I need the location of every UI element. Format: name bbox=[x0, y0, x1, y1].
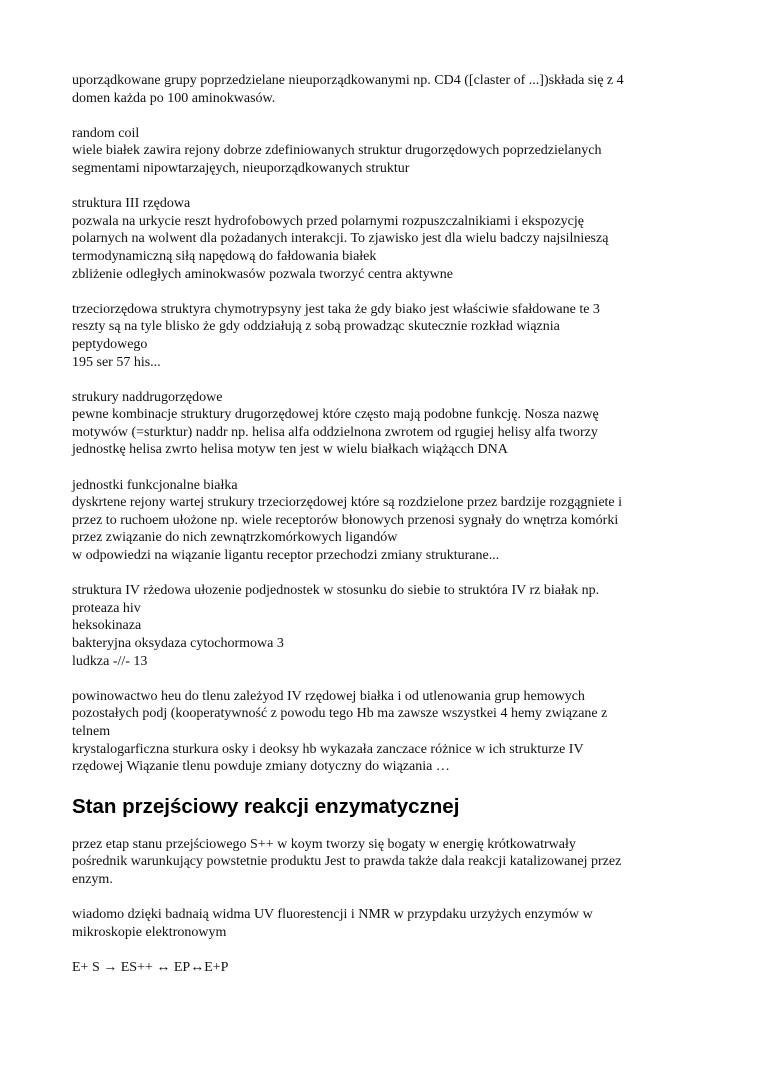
paragraph bbox=[72, 906, 692, 941]
text-line: pewne kombinacje struktury drugorzędowej które często mają podobne funkcję. Nosza nazwę bbox=[72, 407, 599, 423]
section-heading: Stan przejściowy reakcji enzymatycznej bbox=[72, 794, 460, 818]
text-line: segmentami nipowtarzajęych, nieuporządkowanych struktur bbox=[72, 160, 410, 176]
text-line: 195 ser 57 his... bbox=[72, 354, 161, 370]
text-line: zbliżenie odległych aminokwasów pozwala tworzyć centra aktywne bbox=[72, 266, 453, 282]
text-line: powinowactwo heu do tlenu zależyod IV rzędowej białka i od utlenowania grup hemowych bbox=[72, 688, 585, 704]
section-before-heading bbox=[72, 72, 692, 776]
text-line: jednostki funkcjonalne białka bbox=[72, 477, 238, 493]
text-line: E+ S → ES++ ↔ EP↔E+P bbox=[72, 959, 229, 975]
text-line: domen każda po 100 aminokwasów. bbox=[72, 90, 276, 106]
text-line: wiele białek zawira rejony dobrze zdefiniowanych struktur drugorzędowych poprzedzielanych bbox=[72, 143, 602, 159]
text-line: struktura III rzędowa bbox=[72, 196, 191, 212]
text-line: rzędowej Wiązanie tlenu powduje zmiany dotyczny do wiązania … bbox=[72, 759, 450, 775]
text-line: w odpowiedzi na wiązanie ligantu receptor przechodzi zmiany strukturane... bbox=[72, 548, 500, 564]
text-line: motywów (=sturktur) naddr np. helisa alfa oddzielnona zwrotem od rgugiej helisy alfa tworzy bbox=[72, 424, 598, 440]
paragraph bbox=[72, 688, 692, 776]
text-line: pośrednik warunkujący powstetnie produktu Jest to prawda także dala reakcji katalizowanej przez bbox=[72, 854, 622, 870]
text-line: heksokinaza bbox=[72, 618, 142, 634]
text-line: mikroskopie elektronowym bbox=[72, 924, 227, 940]
text-line: uporządkowane grupy poprzedzielane nieuporządkowanymi np. CD4 ([claster of ...])składa się z 4 bbox=[72, 73, 624, 88]
text-line: telnem bbox=[72, 723, 111, 739]
paragraph bbox=[72, 195, 692, 283]
text-line: polarnych na wolwent dla pożadanych interakcji. To zjawisko jest dla wielu badczy najsilnieszą bbox=[72, 231, 609, 247]
text-line: random coil bbox=[72, 125, 140, 141]
paragraph bbox=[72, 836, 692, 889]
text-line: enzym. bbox=[72, 871, 113, 887]
text-line: trzeciorzędowa struktyra chymotrypsyny jest taka że gdy biako jest właściwie sfałdowane te 3 bbox=[72, 301, 600, 317]
text-line: wiadomo dzięki badnaią widma UV fluorestencji i NMR w przypdaku urzyżych enzymów w bbox=[72, 907, 593, 923]
paragraph bbox=[72, 301, 692, 371]
paragraph bbox=[72, 389, 692, 459]
text-line: ludkza -//- 13 bbox=[72, 653, 148, 669]
text-line: pozwala na urkycie reszt hydrofobowych przed polarnymi rozpuszczalnikiami i ekspozycję bbox=[72, 213, 584, 229]
text-line: strukury naddrugorzędowe bbox=[72, 389, 223, 405]
section-after-heading bbox=[72, 836, 692, 977]
paragraph bbox=[72, 72, 692, 107]
text-line: pozostałych podj (kooperatywność z powodu tego Hb ma zawsze wszystkei 4 hemy związane z bbox=[72, 706, 608, 722]
paragraph bbox=[72, 582, 692, 670]
text-line: jednostkę helisa zwrto helisa motyw ten jest w wielu białkach wiążącch DNA bbox=[72, 442, 508, 458]
paragraph bbox=[72, 477, 692, 565]
text-line: bakteryjna oksydaza cytochormowa 3 bbox=[72, 636, 284, 651]
text-line: termodynamiczną siłą napędową do fałdowania białek bbox=[72, 248, 377, 264]
text-line: reszty są na tyle blisko że gdy oddziałują z sobą prowadząc skutecznie rozkład wiąznia bbox=[72, 319, 560, 335]
text-line: struktura IV rżedowa ułozenie podjednostek w stosunku do siebie to struktóra IV rz białak np. bbox=[72, 583, 600, 599]
paragraph bbox=[72, 125, 692, 178]
text-line: przez związanie do nich zewnątrzkomórkowych ligandów bbox=[72, 530, 398, 546]
reaction-equation bbox=[72, 959, 692, 977]
document-page bbox=[72, 72, 692, 994]
text-line: peptydowego bbox=[72, 336, 148, 352]
text-line: dyskrtene rejony wartej strukury trzeciorzędowej które są rozdzielone przez bardzije rozgągniete i bbox=[72, 495, 623, 511]
text-line: przez to ruchoem ułożone np. wiele receptorów błonowych przenosi sygnały do wnętrza komórki bbox=[72, 512, 619, 528]
text-line: przez etap stanu przejściowego S++ w koym tworzy się bogaty w energię krótkowatrwały bbox=[72, 836, 576, 852]
text-line: krystalogarficzna sturkura osky i deoksy hb wykazała zanczace różnice w ich strukturze IV bbox=[72, 741, 584, 757]
text-line: proteaza hiv bbox=[72, 600, 141, 616]
